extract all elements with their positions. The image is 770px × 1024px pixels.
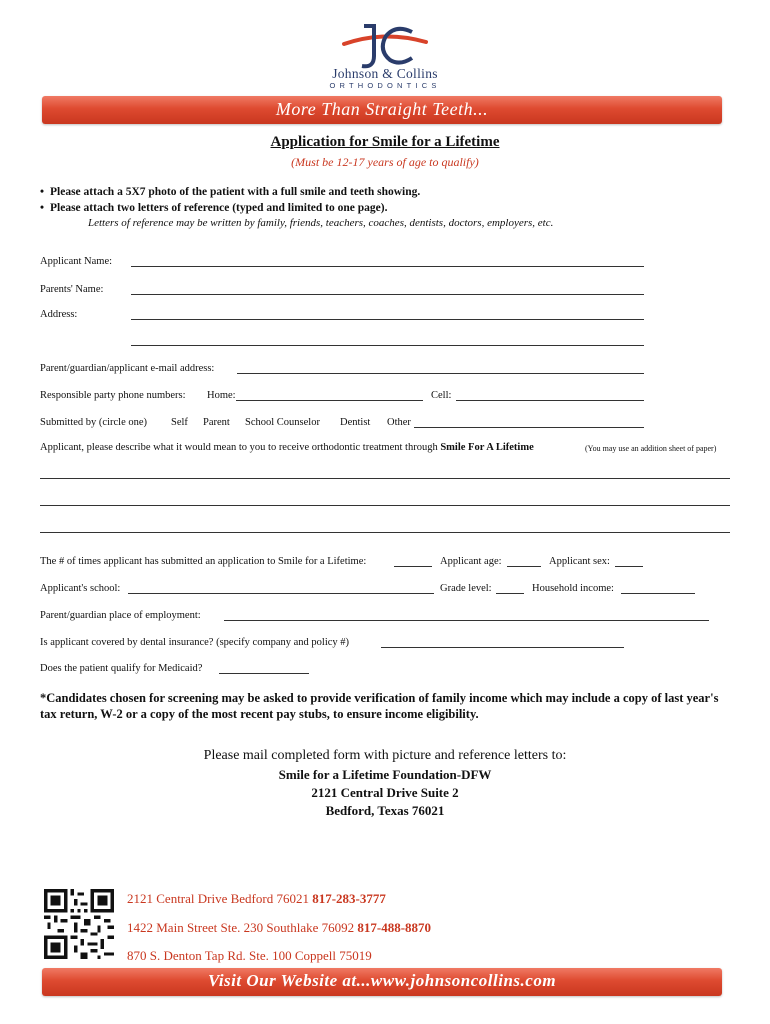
option-self[interactable]: Self: [171, 417, 188, 428]
parents-name-field[interactable]: [131, 294, 644, 295]
grade-level-label: Grade level:: [440, 583, 492, 594]
qr-code-icon[interactable]: [44, 889, 114, 959]
mail-street: 2121 Central Drive Suite 2: [311, 785, 459, 800]
employment-label: Parent/guardian place of employment:: [40, 610, 201, 621]
office-coppell: 870 S. Denton Tap Rd. Ste. 100 Coppell 75019: [127, 948, 372, 963]
grade-level-field[interactable]: [496, 593, 524, 594]
office-southlake-phone[interactable]: 817-488-8870: [357, 920, 432, 935]
describe-prompt: Applicant, please describe what it would mean to you to receive orthodontic treatment through Smile For A Lifetime: [40, 442, 534, 453]
applicant-name-field[interactable]: [131, 266, 644, 267]
household-income-field[interactable]: [621, 593, 695, 594]
office-bedford: 2121 Central Drive Bedford 76021 817-283-3777: [127, 891, 386, 906]
brand-name: Johnson & Collins: [332, 66, 438, 81]
describe-field-line3[interactable]: [40, 532, 730, 533]
submitted-by-label: Submitted by (circle one): [40, 417, 148, 428]
describe-note: (You may use an addition sheet of paper): [585, 444, 717, 453]
office-bedford-phone[interactable]: 817-283-3777: [312, 891, 386, 906]
bullet-icon: •: [40, 186, 45, 198]
website-link[interactable]: Visit Our Website at...www.johnsoncollins.com: [207, 971, 557, 990]
insurance-label: Is applicant covered by dental insurance? (specify company and policy #): [40, 637, 350, 648]
tagline-text: More Than Straight Teeth...: [275, 99, 489, 119]
address-label: Address:: [40, 309, 78, 320]
cell-phone-field[interactable]: [456, 400, 644, 401]
times-submitted-label: The # of times applicant has submitted an application to Smile for a Lifetime:: [40, 556, 367, 567]
applicant-name-label: Applicant Name:: [40, 256, 113, 267]
jc-logo-icon: [334, 22, 434, 70]
address-field-line1[interactable]: [131, 319, 644, 320]
parents-name-label: Parents' Name:: [40, 284, 104, 295]
option-other[interactable]: Other: [387, 417, 411, 428]
applicant-sex-label: Applicant sex:: [549, 556, 610, 567]
school-label: Applicant's school:: [40, 583, 121, 594]
home-phone-field[interactable]: [236, 400, 423, 401]
other-field[interactable]: [414, 427, 644, 428]
home-phone-label: Home:: [207, 390, 236, 401]
age-requirement: (Must be 12-17 years of age to qualify): [291, 155, 479, 169]
option-parent[interactable]: Parent: [203, 417, 230, 428]
option-dentist[interactable]: Dentist: [340, 417, 371, 428]
times-submitted-field[interactable]: [394, 566, 432, 567]
instruction-letters: • Please attach two letters of reference (typed and limited to one page).: [40, 202, 388, 214]
option-school-counselor[interactable]: School Counselor: [245, 417, 320, 428]
form-title: Application for Smile for a Lifetime: [270, 134, 500, 150]
household-income-label: Household income:: [532, 583, 614, 594]
applicant-sex-field[interactable]: [615, 566, 643, 567]
brand-subtitle: ORTHODONTICS: [329, 81, 441, 90]
office-southlake: 1422 Main Street Ste. 230 Southlake 76092 817-488-8870: [127, 920, 432, 935]
email-label: Parent/guardian/applicant e-mail address:: [40, 363, 215, 374]
instruction-photo: • Please attach a 5X7 photo of the patient with a full smile and teeth showing.: [40, 186, 421, 198]
medicaid-label: Does the patient qualify for Medicaid?: [40, 663, 203, 674]
income-verification-notice: *Candidates chosen for screening may be asked to provide verification of family income which may include a copy of last year's tax return, W-2 or a copy of the most recent pay stubs, to ensure income eligibility.: [40, 691, 719, 721]
reference-note: Letters of reference may be written by family, friends, teachers, coaches, dentists, doctors, employers, etc.: [88, 217, 554, 229]
mail-instructions: Please mail completed form with picture and reference letters to:: [203, 748, 567, 763]
bullet-icon: •: [40, 202, 45, 214]
applicant-age-field[interactable]: [507, 566, 541, 567]
cell-phone-label: Cell:: [431, 390, 452, 401]
website-banner[interactable]: [42, 968, 722, 996]
employment-field[interactable]: [224, 620, 709, 621]
describe-field-line1[interactable]: [40, 478, 730, 479]
medicaid-field[interactable]: [219, 673, 309, 674]
applicant-age-label: Applicant age:: [440, 556, 502, 567]
address-field-line2[interactable]: [131, 345, 644, 346]
mail-city: Bedford, Texas 76021: [325, 803, 445, 818]
phone-label: Responsible party phone numbers:: [40, 390, 186, 401]
mail-recipient: Smile for a Lifetime Foundation-DFW: [278, 767, 492, 782]
school-field[interactable]: [128, 593, 434, 594]
describe-field-line2[interactable]: [40, 505, 730, 506]
tagline-banner: [42, 96, 722, 124]
email-field[interactable]: [237, 373, 644, 374]
insurance-field[interactable]: [381, 647, 624, 648]
